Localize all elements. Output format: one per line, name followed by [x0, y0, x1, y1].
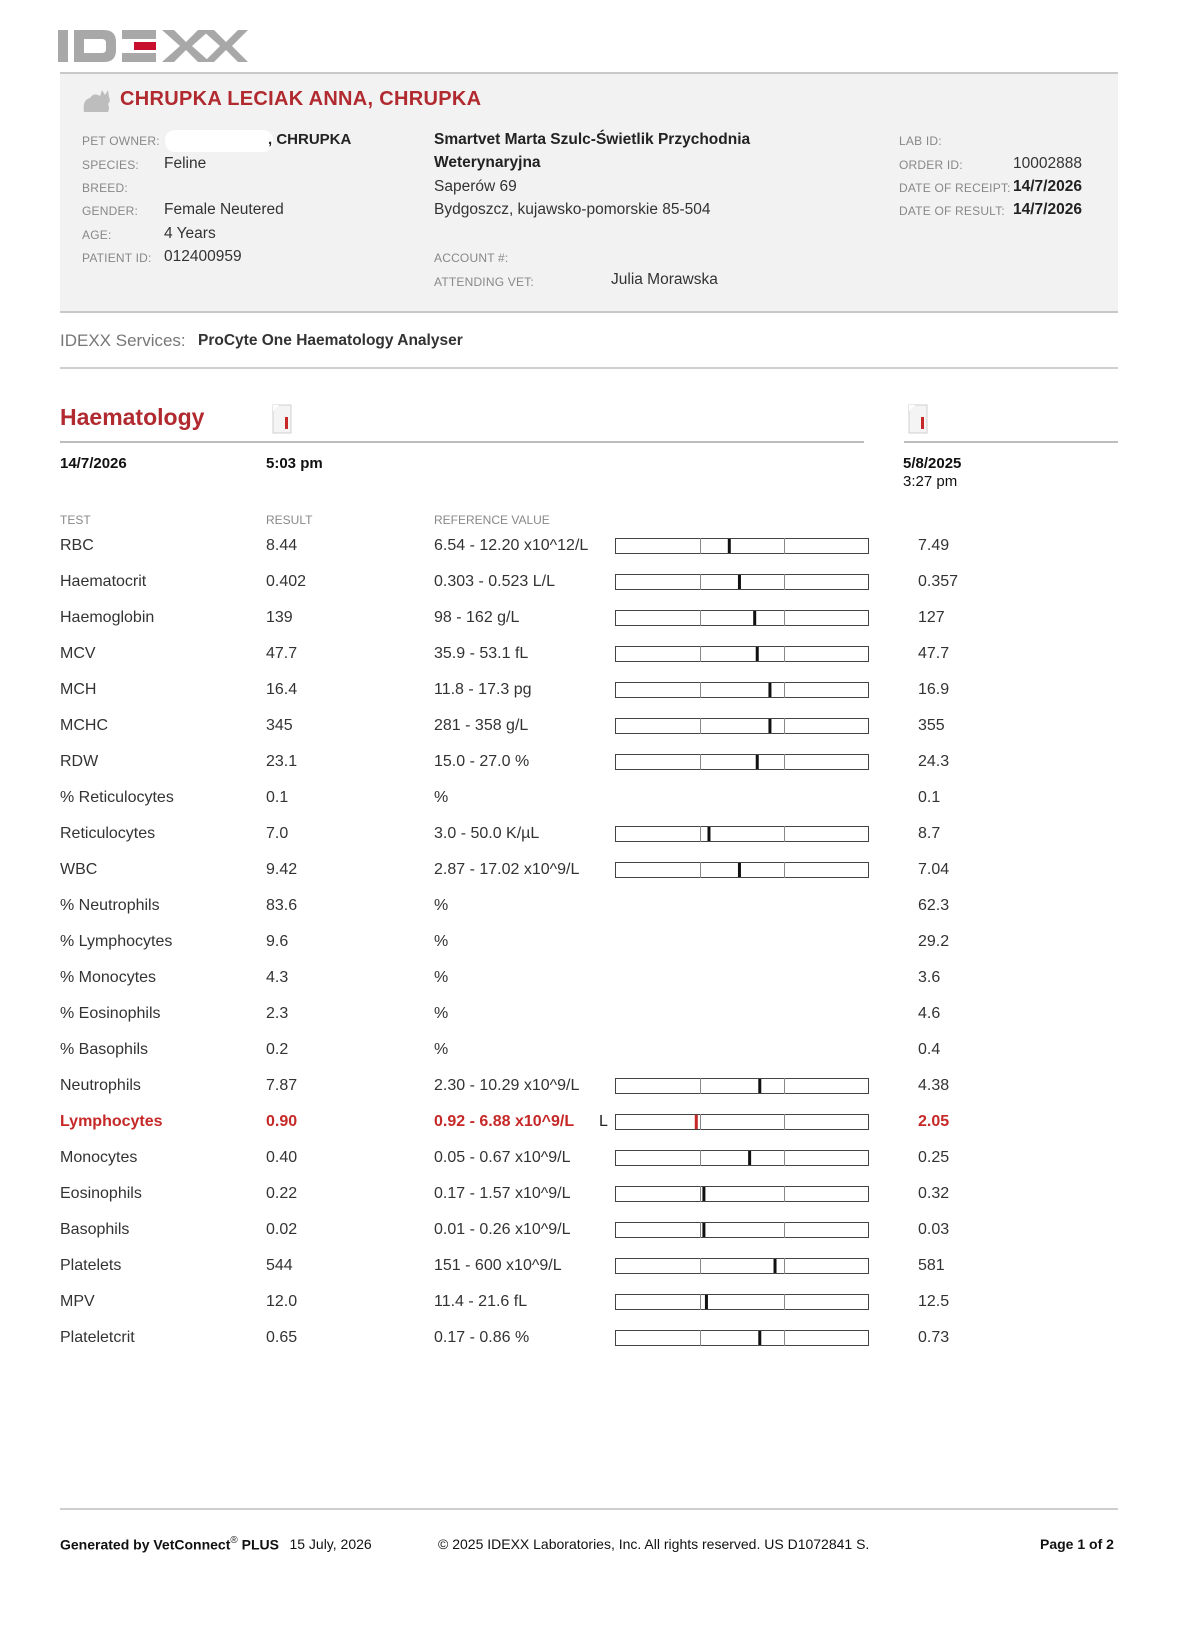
result-marker: [748, 1151, 751, 1165]
footer-copyright: © 2025 IDEXX Laboratories, Inc. All rights reserved. US D1072841 S.: [438, 1536, 870, 1552]
species-label: SPECIES:: [82, 158, 139, 172]
reference-range: 11.8 - 17.3 pg: [434, 681, 532, 698]
sample-tube-icon: [271, 404, 293, 434]
reference-range: 98 - 162 g/L: [434, 609, 520, 626]
result-value: 544: [266, 1257, 293, 1274]
test-name: MCV: [60, 645, 96, 662]
test-name: RDW: [60, 753, 99, 770]
range-bar: [616, 1151, 869, 1166]
previous-result: 4.38: [918, 1077, 950, 1094]
range-bar: [616, 1115, 869, 1130]
range-bar: [616, 719, 869, 734]
result-value: 9.6: [266, 933, 289, 950]
order-id-value: 10002888: [1013, 155, 1082, 172]
result-value: 8.44: [266, 537, 298, 554]
range-bar: [616, 611, 869, 626]
footer-page-number: Page 1 of 2: [1040, 1536, 1114, 1552]
result-marker: [756, 647, 759, 661]
reference-range: 151 - 600 x10^9/L: [434, 1257, 562, 1274]
range-indicator: [615, 610, 869, 626]
patient-name: CHRUPKA LECIAK ANNA, CHRUPKA: [120, 88, 482, 110]
reference-range: %: [434, 1041, 449, 1058]
previous-result: 0.73: [918, 1329, 950, 1346]
range-indicator: [615, 862, 869, 878]
test-name: Eosinophils: [60, 1185, 142, 1202]
result-value: 83.6: [266, 897, 298, 914]
section-divider: [60, 441, 864, 443]
date-of-receipt-label: DATE OF RECEIPT:: [899, 181, 1011, 195]
reference-range: 35.9 - 53.1 fL: [434, 645, 529, 662]
result-marker: [695, 1115, 698, 1129]
age-value: 4 Years: [164, 225, 216, 242]
range-indicator: [615, 1258, 869, 1274]
range-bar: [616, 827, 869, 842]
previous-result: 127: [918, 609, 945, 626]
previous-result: 0.25: [918, 1149, 950, 1166]
range-indicator: [615, 754, 869, 770]
reference-range: 2.30 - 10.29 x10^9/L: [434, 1077, 580, 1094]
cat-icon: [80, 86, 114, 114]
footer-generated-date: 15 July, 2026: [289, 1536, 372, 1553]
range-indicator: [615, 826, 869, 842]
test-name: % Lymphocytes: [60, 933, 173, 950]
clinic-name-line2: Weterynaryjna: [434, 154, 541, 171]
range-indicator: [615, 1294, 869, 1310]
reference-range: 15.0 - 27.0 %: [434, 753, 530, 770]
test-name: % Eosinophils: [60, 1005, 161, 1022]
previous-result: 12.5: [918, 1293, 950, 1310]
result-value: 0.2: [266, 1041, 289, 1058]
result-marker: [702, 1223, 705, 1237]
result-marker: [753, 611, 756, 625]
result-value: 9.42: [266, 861, 298, 878]
current-time: 5:03 pm: [266, 455, 323, 472]
test-name: Platelets: [60, 1257, 122, 1274]
footer-reg-mark: ®: [230, 1535, 238, 1546]
section-divider: [904, 441, 1118, 443]
date-of-result-label: DATE OF RESULT:: [899, 204, 1005, 218]
reference-range: 0.17 - 0.86 %: [434, 1329, 530, 1346]
result-value: 12.0: [266, 1293, 298, 1310]
test-name: MCH: [60, 681, 97, 698]
result-marker: [774, 1259, 777, 1273]
previous-result: 2.05: [918, 1113, 950, 1130]
low-flag: L: [599, 1113, 608, 1130]
test-name: Monocytes: [60, 1149, 138, 1166]
previous-result: 62.3: [918, 897, 950, 914]
attending-vet-value: Julia Morawska: [611, 271, 718, 288]
test-name: Lymphocytes: [60, 1113, 163, 1130]
previous-result: 3.6: [918, 969, 941, 986]
current-date: 14/7/2026: [60, 455, 127, 472]
age-label: AGE:: [82, 228, 112, 242]
test-name: % Basophils: [60, 1041, 149, 1058]
gender-label: GENDER:: [82, 204, 139, 218]
previous-result: 0.32: [918, 1185, 950, 1202]
result-value: 0.40: [266, 1149, 298, 1166]
range-indicator: [615, 538, 869, 554]
footer-generated: [60, 1535, 372, 1554]
range-bar: [616, 863, 869, 878]
previous-result: 4.6: [918, 1005, 941, 1022]
range-bar: [616, 575, 869, 590]
column-header-reference: REFERENCE VALUE: [434, 513, 550, 527]
gender-value: Female Neutered: [164, 201, 284, 218]
range-bar: [616, 755, 869, 770]
result-marker: [707, 827, 710, 841]
test-name: Reticulocytes: [60, 825, 156, 842]
previous-result: 29.2: [918, 933, 950, 950]
test-name: RBC: [60, 537, 94, 554]
reference-range: 281 - 358 g/L: [434, 717, 529, 734]
result-value: 0.22: [266, 1185, 298, 1202]
pet-owner-value: , CHRUPKA: [268, 131, 352, 148]
result-value: 0.90: [266, 1113, 298, 1130]
reference-range: 6.54 - 12.20 x10^12/L: [434, 537, 589, 554]
range-indicator: [615, 1078, 869, 1094]
result-marker: [705, 1295, 708, 1309]
patient-id-value: 012400959: [164, 248, 242, 265]
test-name: Haematocrit: [60, 573, 147, 590]
previous-result: 7.49: [918, 537, 950, 554]
order-id-label: ORDER ID:: [899, 158, 963, 172]
result-marker: [702, 1187, 705, 1201]
result-value: 2.3: [266, 1005, 289, 1022]
previous-result: 0.1: [918, 789, 941, 806]
previous-result: 7.04: [918, 861, 950, 878]
clinic-street: Saperów 69: [434, 178, 517, 195]
previous-result: 355: [918, 717, 945, 734]
range-indicator: [615, 718, 869, 734]
pet-owner-label: PET OWNER:: [82, 134, 160, 148]
column-header-test: TEST: [60, 513, 91, 527]
result-value: 16.4: [266, 681, 298, 698]
test-name: MCHC: [60, 717, 108, 734]
test-name: % Reticulocytes: [60, 789, 174, 806]
clinic-city: Bydgoszcz, kujawsko-pomorskie 85-504: [434, 201, 711, 218]
result-marker: [758, 1079, 761, 1093]
reference-range: %: [434, 1005, 449, 1022]
range-bar: [616, 683, 869, 698]
range-bar: [616, 1223, 869, 1238]
patient-id-label: PATIENT ID:: [82, 251, 152, 265]
previous-result: 581: [918, 1257, 945, 1274]
result-value: 47.7: [266, 645, 298, 662]
result-value: 0.1: [266, 789, 289, 806]
result-value: 23.1: [266, 753, 298, 770]
range-indicator: [615, 574, 869, 590]
services-value: ProCyte One Haematology Analyser: [198, 332, 463, 349]
date-of-receipt-value: 14/7/2026: [1013, 178, 1082, 195]
previous-result: 8.7: [918, 825, 941, 842]
test-name: Neutrophils: [60, 1077, 141, 1094]
previous-date: 5/8/2025: [903, 455, 962, 472]
result-value: 0.02: [266, 1221, 298, 1238]
previous-result: 0.357: [918, 573, 959, 590]
result-value: 0.65: [266, 1329, 298, 1346]
range-indicator: [615, 646, 869, 662]
reference-range: 3.0 - 50.0 K/µL: [434, 825, 540, 842]
range-indicator: [615, 682, 869, 698]
reference-range: %: [434, 933, 449, 950]
test-name: % Neutrophils: [60, 897, 160, 914]
footer-divider: [60, 1508, 1118, 1510]
result-marker: [728, 539, 731, 553]
result-marker: [768, 719, 771, 733]
reference-range: 0.17 - 1.57 x10^9/L: [434, 1185, 571, 1202]
previous-result: 0.4: [918, 1041, 941, 1058]
reference-range: 0.01 - 0.26 x10^9/L: [434, 1221, 571, 1238]
test-name: Basophils: [60, 1221, 130, 1238]
breed-label: BREED:: [82, 181, 128, 195]
reference-range: 11.4 - 21.6 fL: [434, 1293, 528, 1310]
range-bar: [616, 1187, 869, 1202]
test-name: MPV: [60, 1293, 95, 1310]
result-marker: [758, 1331, 761, 1345]
idexx-logo: [58, 26, 248, 66]
reference-range: %: [434, 969, 449, 986]
result-value: 4.3: [266, 969, 289, 986]
date-of-result-value: 14/7/2026: [1013, 201, 1082, 218]
lab-id-label: LAB ID:: [899, 134, 942, 148]
range-bar: [616, 1331, 869, 1346]
footer-plus: PLUS: [237, 1536, 279, 1553]
test-name: Haemoglobin: [60, 609, 155, 626]
result-value: 139: [266, 609, 293, 626]
reference-range: %: [434, 897, 449, 914]
reference-range: 0.92 - 6.88 x10^9/L: [434, 1113, 575, 1130]
result-value: 0.402: [266, 573, 307, 590]
range-bar: [616, 1259, 869, 1274]
range-indicator: [615, 1222, 869, 1238]
services-label: IDEXX Services:: [60, 331, 186, 350]
previous-result: 16.9: [918, 681, 950, 698]
range-bar: [616, 1295, 869, 1310]
section-title: Haematology: [60, 404, 205, 430]
range-indicator: [615, 1186, 869, 1202]
reference-range: 0.303 - 0.523 L/L: [434, 573, 555, 590]
sample-tube-icon: [907, 404, 929, 434]
result-value: 345: [266, 717, 293, 734]
account-label: ACCOUNT #:: [434, 251, 509, 265]
result-marker: [756, 755, 759, 769]
column-header-result: RESULT: [266, 513, 313, 527]
range-indicator: [615, 1150, 869, 1166]
test-name: Plateletcrit: [60, 1329, 135, 1346]
test-name: WBC: [60, 861, 98, 878]
divider: [60, 367, 1118, 369]
result-value: 7.87: [266, 1077, 298, 1094]
species-value: Feline: [164, 155, 207, 172]
redaction: [165, 130, 273, 152]
footer-generated-prefix: Generated by VetConnect: [60, 1536, 231, 1553]
range-bar: [616, 1079, 869, 1094]
result-value: 7.0: [266, 825, 289, 842]
previous-time: 3:27 pm: [903, 473, 958, 490]
result-marker: [768, 683, 771, 697]
previous-result: 24.3: [918, 753, 950, 770]
reference-range: 2.87 - 17.02 x10^9/L: [434, 861, 580, 878]
range-bar: [616, 539, 869, 554]
range-indicator: [615, 1330, 869, 1346]
previous-result: 0.03: [918, 1221, 950, 1238]
result-marker: [738, 863, 741, 877]
reference-range: %: [434, 789, 449, 806]
test-name: % Monocytes: [60, 969, 157, 986]
result-marker: [738, 575, 741, 589]
range-indicator: [615, 1114, 869, 1130]
previous-result: 47.7: [918, 645, 950, 662]
reference-range: 0.05 - 0.67 x10^9/L: [434, 1149, 571, 1166]
attending-vet-label: ATTENDING VET:: [434, 275, 534, 289]
clinic-name-line1: Smartvet Marta Szulc-Świetlik Przychodnia: [434, 131, 751, 148]
range-bar: [616, 647, 869, 662]
